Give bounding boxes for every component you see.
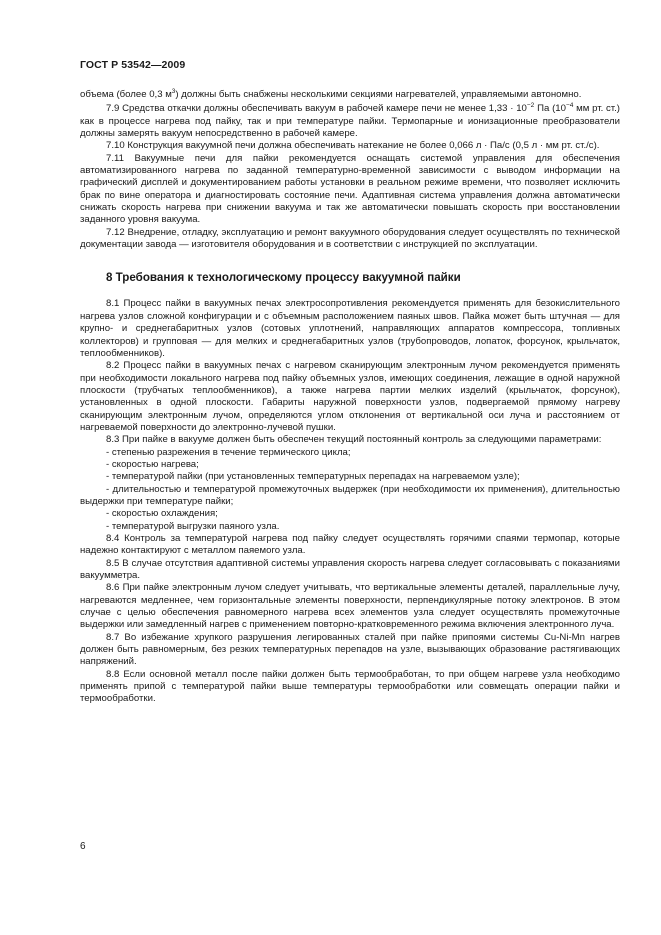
paragraph-8-6: 8.6 При пайке электронным лучом следует учитывать, что вертикальные элементы деталей, параллельные лучу, нагреваются медленнее, чем горизонтальные элементы поверхности, перпендикулярные потоку электронов. В этом случае с целью обеспечения равномерного нагрева всех элементов узла следует осуществлять промежуточные выдержки или замедленный нагрев с применением повторно-кратковременного режима включения электронного луча.	[80, 582, 620, 631]
paragraph-8-5: 8.5 В случае отсутствия адаптивной системы управления скорость нагрева следует согласовывать с показаниями вакуумметра.	[80, 557, 620, 582]
paragraph-8-7: 8.7 Во избежание хрупкого разрушения легированных сталей при пайке припоями системы Cu-Ni-Mn нагрев должен быть равномерным, без резких температурных перепадов на узле, вызывающих образование растягивающих напряжений.	[80, 631, 620, 668]
section-8-title: 8 Требования к технологическому процессу вакуумной пайки	[106, 271, 461, 285]
paragraph-8-4: 8.4 Контроль за температурой нагрева под пайку следует осуществлять горячими спаями термопар, которые надежно контактируют с металлом паяемого узла.	[80, 533, 620, 557]
paragraph-7-8-continuation: объема (более 0,3 $м^3$) должны быть снабжены несколькими секциями нагревателей, управляемыми автономно.	[80, 88, 582, 100]
paragraph-7-11: 7.11 Вакуумные печи для пайки рекомендуется оснащать системой управления для обеспечения автоматизированного нагрева по заданной температурно-временной зависимости с выводом информации на графический дисплей и документированием работы установки в реальном режиме времени, что позволяет исключить брак по вине оператора и диагностировать состояние печи. Адаптивная система управления должна автоматически снижать скорость нагрева при снижении вакуума и так же автоматически повышать скорость при восстановлении заданного уровня вакуума.	[80, 152, 620, 226]
paragraph-7-10: 7.10 Конструкция вакуумной печи должна обеспечивать натекание не более 0,066 л · Па/с (0,5 л · мм рт. ст./с).	[106, 140, 600, 152]
list-item: - скоростью нагрева;	[106, 458, 199, 470]
paragraph-7-9: 7.9 Средства откачки должны обеспечивать вакуум в рабочей камере печи не менее $1,33 \cdot 10^{-2}$ Па ($10^{-4}$ мм рт. ст.) как в процессе нагрева под пайку, так и при температуре пайки. Термопарные и ионизационные преобразователи должны замерять вакуум непосредственно в рабочей камере.	[80, 102, 620, 140]
list-item: - скоростью охлаждения;	[106, 508, 218, 520]
paragraph-8-1: 8.1 Процесс пайки в вакуумных печах электросопротивления рекомендуется применять для безокислительного нагрева узлов сложной конфигурации и с объемным расположением паяных швов. Пайка может быть штучная — для крупно- и среднегабаритных узлов (сотовых уплотнений, направляющих аппаратов компрессора, топливных коллекторов) и групповая — для мелких и среднегабаритных узлов (трубопроводов, лопаток, форсунок, крыльчаток, теплообменников).	[80, 298, 620, 359]
list-item: - длительностью и температурой промежуточных выдержек (при необходимости их применения), длительностью выдержки при температуре пайки;	[80, 483, 620, 507]
page-number: 6	[80, 841, 86, 852]
page-body	[80, 89, 620, 706]
paragraph-8-2: 8.2 Процесс пайки в вакуумных печах с нагревом сканирующим электронным лучом рекомендуется применять при необходимости локального нагрева под пайку объемных узлов, имеющих соединения, лежащие в одной наружной плоскости (трубчатых теплообменников), а также нагрева партии мелких изделий (крыльчаток, форсунок), установленных в одной плоскости. Габариты наружной поверхности узлов, подвергаемой прямому нагреву сканирующим электронным лучом, определяются углом отклонения от вертикальной оси луча и расстоянием от нагреваемой поверхности до электронно-лучевой пушки.	[80, 360, 620, 433]
paragraph-8-8: 8.8 Если основной металл после пайки должен быть термообработан, то при общем нагреве узла необходимо применять припой с температурой пайки выше температуры термообработки или совмещать операции пайки и термообработки.	[80, 668, 620, 705]
paragraph-7-12: 7.12 Внедрение, отладку, эксплуатацию и ремонт вакуумного оборудования следует осуществлять по технической документации завода — изготовителя оборудования и в соответствии с инструкцией по эксплуатации.	[80, 226, 620, 251]
list-item: - степенью разрежения в течение термического цикла;	[106, 446, 351, 458]
document-header: ГОСТ Р 53542—2009	[80, 59, 186, 71]
list-item: - температурой выгрузки паяного узла.	[106, 520, 280, 532]
paragraph-8-3: 8.3 При пайке в вакууме должен быть обеспечен текущий постоянный контроль за следующими параметрами:	[106, 434, 602, 446]
list-item: - температурой пайки (при установленных температурных перепадах на нагреваемом узле);	[106, 471, 520, 483]
